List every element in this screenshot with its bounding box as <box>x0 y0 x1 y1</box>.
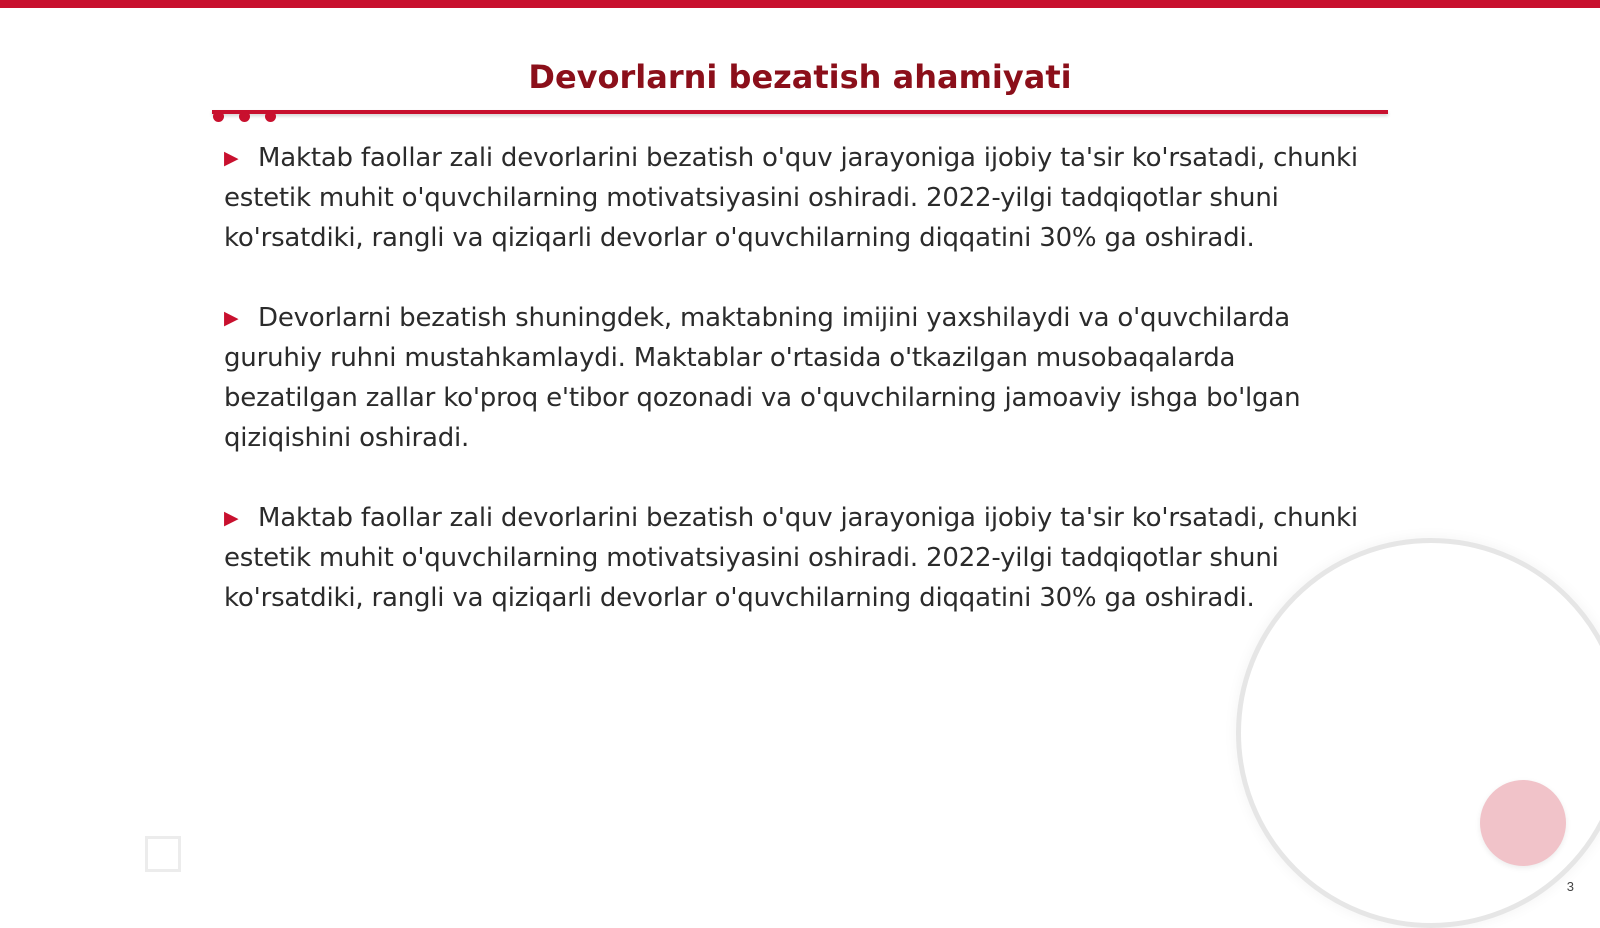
bullet-list <box>224 138 1364 658</box>
bullet-text: Maktab faollar zali devorlarini bezatish o'quv jarayoniga ijobiy ta'sir ko'rsatadi, chunki estetik muhit o'quvchilarning motivatsiyasini oshiradi. 2022-yilgi tadqiqotlar shuni ko'rsatdiki, rangli va qiziqarli devorlar o'quvchilarning diqqatini 30% ga oshiradi. <box>224 143 1358 253</box>
title-underline <box>212 110 1388 114</box>
decorative-square <box>145 836 181 872</box>
triangle-right-icon: ▶ <box>224 307 239 329</box>
title-dot <box>239 111 250 122</box>
bullet-item <box>224 498 1364 618</box>
page-number: 3 <box>1566 879 1574 894</box>
decorative-circle <box>1480 780 1566 866</box>
title-dot <box>213 111 224 122</box>
title-dot <box>265 111 276 122</box>
top-accent-bar <box>0 0 1600 8</box>
bullet-text: Devorlarni bezatish shuningdek, maktabning imijini yaxshilaydi va o'quvchilarda guruhiy ruhni mustahkamlaydi. Maktablar o'rtasida o'tkazilgan musobaqalarda bezatilgan zallar ko'proq e'tibor qozonadi va o'quvchilarning jamoaviy ishga bo'lgan qiziqishini oshiradi. <box>224 303 1301 453</box>
triangle-right-icon: ▶ <box>224 507 239 529</box>
bullet-item <box>224 138 1364 258</box>
triangle-right-icon: ▶ <box>224 147 239 169</box>
slide-title: Devorlarni bezatish ahamiyati <box>528 58 1072 96</box>
bullet-item <box>224 298 1364 458</box>
bullet-text: Maktab faollar zali devorlarini bezatish o'quv jarayoniga ijobiy ta'sir ko'rsatadi, chunki estetik muhit o'quvchilarning motivatsiyasini oshiradi. 2022-yilgi tadqiqotlar shuni ko'rsatdiki, rangli va qiziqarli devorlar o'quvchilarning diqqatini 30% ga oshiradi. <box>224 503 1358 613</box>
